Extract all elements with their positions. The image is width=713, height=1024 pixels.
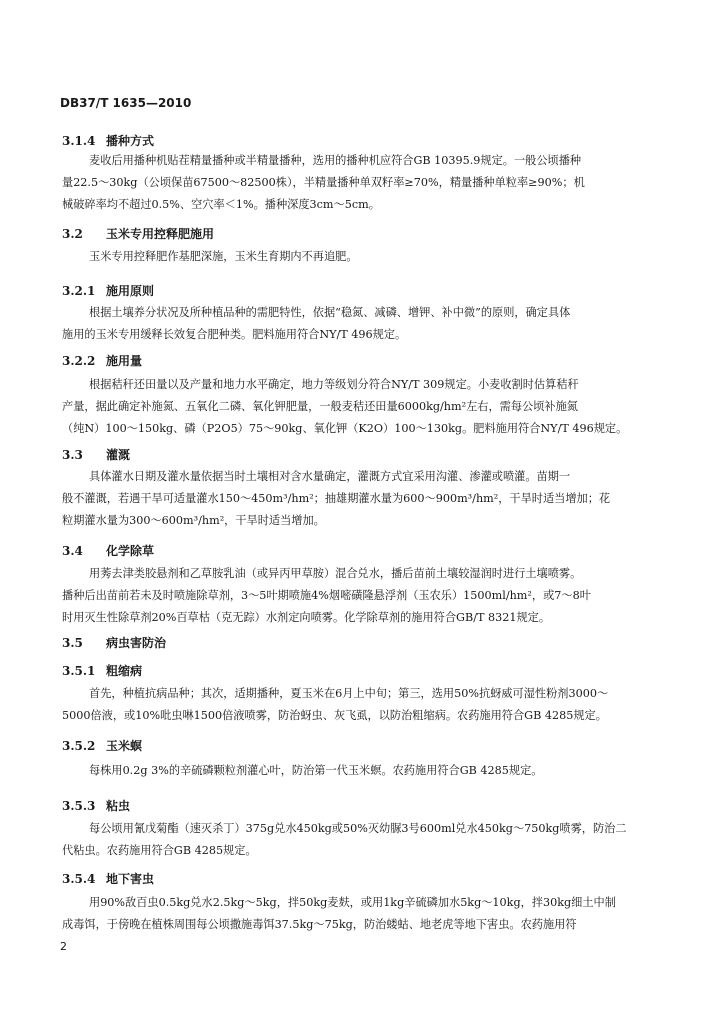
paragraph-3-2-1 <box>62 302 637 346</box>
paragraph-3-1-4 <box>62 150 637 216</box>
text-line: 玉米专用控释肥作基肥深施，玉米生育期内不再追肥。 <box>89 250 358 263</box>
text-line: 用90%敌百虫0.5kg兑水2.5kg～5kg，拌50kg麦麸，或用1kg辛硫磷加水5kg～10kg，拌30kg细土中制 <box>89 896 616 909</box>
section-heading-3-5-3 <box>62 797 130 814</box>
section-title: 粗缩病 <box>106 664 143 678</box>
paragraph-3-2 <box>89 246 637 268</box>
text-line: 械破碎率均不超过0.5%、空穴率＜1%。播种深度3cm～5cm。 <box>62 198 380 211</box>
section-title: 化学除草 <box>106 544 155 558</box>
text-line: 般不灌溉，若遇干旱可适量灌水150～450m³/hm²；抽雄期灌水量为600～900m³/hm²，干旱时适当增加；花 <box>62 492 611 505</box>
section-number: 3.2.2 <box>62 354 96 368</box>
section-heading-3-4 <box>62 542 154 559</box>
section-title: 玉米螟 <box>106 739 143 753</box>
section-heading-3-2 <box>62 225 214 242</box>
section-title: 施用量 <box>106 354 143 368</box>
text-line: 播种后出苗前若未及时喷施除草剂，3～5叶期喷施4%烟嘧磺隆悬浮剂（玉农乐）1500ml/hm²，或7～8叶 <box>62 589 591 602</box>
section-number: 3.1.4 <box>62 134 96 148</box>
paragraph-3-2-2 <box>62 374 637 440</box>
section-number: 3.5.1 <box>62 664 96 678</box>
text-line: 根据秸秆还田量以及产量和地力水平确定，地力等级划分符合NY/T 309规定。小麦收割时估算秸秆 <box>89 378 579 391</box>
text-line: 粒期灌水量为300～600m³/hm²，干旱时适当增加。 <box>62 514 325 527</box>
text-line: 成毒饵，于傍晚在植株周围每公顷撒施毒饵37.5kg～75kg，防治蝼蛄、地老虎等地下害虫。农药施用符 <box>62 918 577 931</box>
text-line: 每株用0.2g 3%的辛硫磷颗粒剂灌心叶，防治第一代玉米螟。农药施用符合GB 4285规定。 <box>89 764 543 777</box>
section-title: 灌溉 <box>106 448 131 462</box>
paragraph-3-5-2 <box>89 760 637 782</box>
text-line: 产量，据此确定补施氮、五氧化二磷、氧化钾肥量，一般麦秸还田量6000kg/hm²左右，需每公顷补施氮 <box>62 400 578 413</box>
section-number: 3.2.1 <box>62 284 96 298</box>
section-heading-3-2-2 <box>62 352 142 369</box>
section-heading-3-2-1 <box>62 282 154 299</box>
text-line: 首先，种植抗病品种；其次，适期播种，夏玉米在6月上中旬；第三，选用50%抗蚜威可湿性粉剂3000～ <box>89 687 609 700</box>
page-number: 2 <box>60 940 67 953</box>
section-title: 粘虫 <box>106 799 131 813</box>
section-number: 3.5.2 <box>62 739 96 753</box>
section-heading-3-1-4 <box>62 132 154 149</box>
section-title: 地下害虫 <box>106 872 155 886</box>
section-heading-3-3 <box>62 446 130 463</box>
paragraph-3-5-4 <box>62 892 637 936</box>
section-heading-3-5 <box>62 634 166 651</box>
section-heading-3-5-2 <box>62 737 142 754</box>
text-line: 时用灭生性除草剂20%百草枯（克无踪）水剂定向喷雾。化学除草剂的施用符合GB/T 8321规定。 <box>62 611 551 624</box>
text-line: 用莠去津类胶悬剂和乙草胺乳油（或异丙甲草胺）混合兑水，播后苗前土壤较湿润时进行土壤喷雾。 <box>89 567 582 580</box>
paragraph-3-3 <box>62 466 637 532</box>
text-line: 施用的玉米专用缓释长效复合肥种类。肥料施用符合NY/T 496规定。 <box>62 328 407 341</box>
section-number: 3.5.3 <box>62 799 96 813</box>
section-number: 3.5 <box>62 636 83 650</box>
text-line: 量22.5～30kg（公顷保苗67500～82500株），半精量播种单双籽率≥70%，精量播种单粒率≥90%；机 <box>62 176 585 189</box>
section-title: 播种方式 <box>106 134 155 148</box>
text-line: 每公顷用氰戊菊酯（速灭杀丁）375g兑水450kg或50%灭幼脲3号600ml兑水450kg～750kg喷雾，防治二 <box>89 822 627 835</box>
section-title: 病虫害防治 <box>106 636 167 650</box>
section-number: 3.5.4 <box>62 872 96 886</box>
section-heading-3-5-4 <box>62 870 154 887</box>
section-heading-3-5-1 <box>62 662 142 679</box>
paragraph-3-4 <box>62 563 637 629</box>
section-title: 施用原则 <box>106 284 155 298</box>
section-number: 3.3 <box>62 448 83 462</box>
text-line: （纯N）100～150kg、磷（P2O5）75～90kg、氧化钾（K2O）100～130kg。肥料施用符合NY/T 496规定。 <box>62 422 628 435</box>
text-line: 5000倍液，或10%吡虫啉1500倍液喷雾，防治蚜虫、灰飞虱，以防治粗缩病。农药施用符合GB 4285规定。 <box>62 709 607 722</box>
paragraph-3-5-3 <box>62 818 637 862</box>
text-line: 具体灌水日期及灌水量依据当时土壤相对含水量确定，灌溉方式宜采用沟灌、渗灌或喷灌。苗期一 <box>89 470 571 483</box>
section-number: 3.4 <box>62 544 83 558</box>
section-number: 3.2 <box>62 227 83 241</box>
text-line: 根据土壤养分状况及所种植品种的需肥特性，依据“稳氮、减磷、增钾、补中微”的原则，确定具体 <box>89 306 571 319</box>
text-line: 麦收后用播种机贴茬精量播种或半精量播种，选用的播种机应符合GB 10395.9规定。一般公顷播种 <box>89 154 582 167</box>
paragraph-3-5-1 <box>62 683 637 727</box>
standard-code-header: DB37/T 1635—2010 <box>60 96 192 110</box>
section-title: 玉米专用控释肥施用 <box>106 227 215 241</box>
text-line: 代粘虫。农药施用符合GB 4285规定。 <box>62 844 257 857</box>
